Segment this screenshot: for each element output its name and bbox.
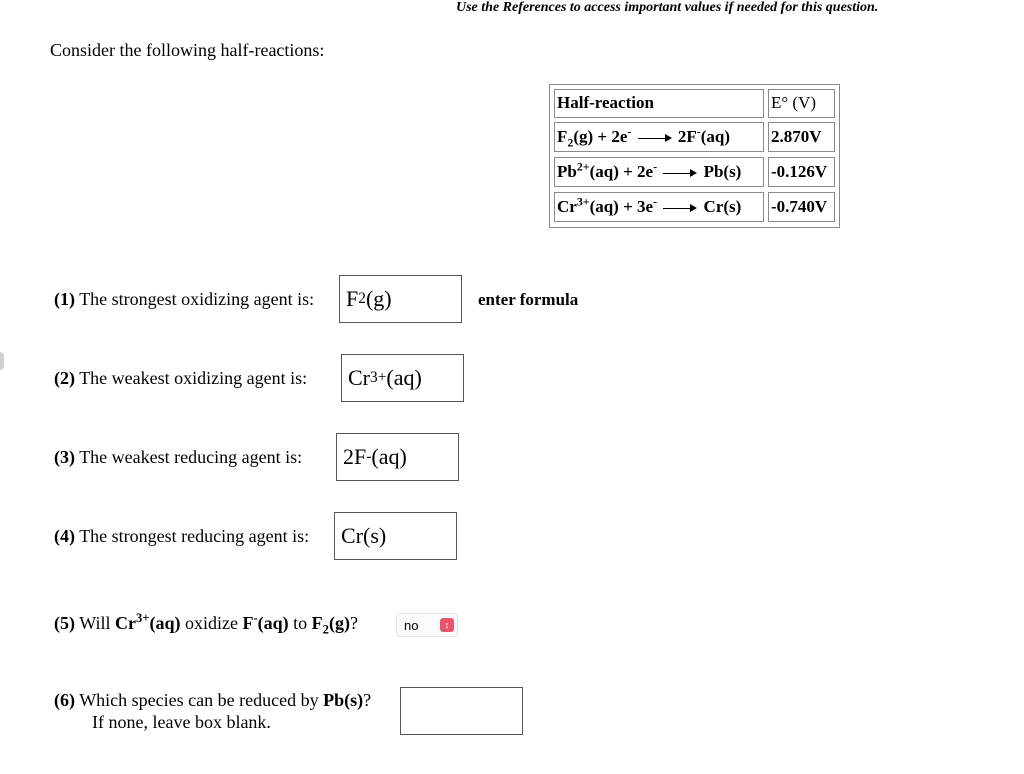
superscript: - bbox=[627, 124, 632, 139]
table-header-potential bbox=[768, 89, 835, 118]
question-number: (4) bbox=[54, 526, 75, 546]
answer-main: 2F bbox=[343, 444, 367, 469]
subscript: 2 bbox=[322, 622, 329, 637]
table-row bbox=[554, 157, 764, 187]
question-text: The weakest oxidizing agent is: bbox=[79, 368, 308, 388]
potential-value: 2.870V bbox=[771, 127, 822, 146]
answer-main: F bbox=[346, 286, 359, 311]
potential-value: -0.126V bbox=[771, 162, 828, 181]
chevron-updown-icon: ↕ bbox=[440, 618, 454, 632]
reactant-tail: (aq) + 3e bbox=[589, 197, 654, 216]
answer-2-input[interactable]: Cr 3+ (aq) bbox=[341, 354, 464, 402]
question-text: The strongest oxidizing agent is: bbox=[79, 289, 315, 309]
oxidize-select[interactable] bbox=[396, 613, 458, 637]
header-label: E° (V) bbox=[771, 93, 817, 112]
half-reaction-table bbox=[549, 84, 840, 228]
answer-tail: (aq) bbox=[386, 365, 422, 390]
reactant-tail: (g) + 2e bbox=[573, 127, 628, 146]
question-number: (1) bbox=[54, 289, 75, 309]
answer-3-input[interactable]: 2F - (aq) bbox=[336, 433, 459, 481]
superscript: 3+ bbox=[576, 194, 590, 209]
answer-6-input[interactable] bbox=[400, 687, 523, 735]
references-note: Use the References to access important values if needed for this question. bbox=[456, 0, 879, 15]
question-4 bbox=[54, 526, 309, 547]
species-tail: (aq) bbox=[149, 613, 181, 633]
enter-formula-hint: enter formula bbox=[478, 290, 579, 309]
question-text: Which species can be reduced by bbox=[79, 690, 319, 710]
answer-tail: (aq) bbox=[371, 444, 407, 469]
question-1 bbox=[54, 289, 314, 310]
species: F bbox=[242, 613, 254, 633]
edge-marker bbox=[0, 352, 4, 370]
potential-value: -0.740V bbox=[771, 197, 828, 216]
table-row bbox=[554, 122, 764, 152]
reactant-tail: (aq) + 2e bbox=[589, 162, 654, 181]
species: Pb(s) bbox=[323, 690, 364, 710]
question-3 bbox=[54, 447, 302, 468]
superscript: - bbox=[653, 159, 658, 174]
question-mark: ? bbox=[349, 613, 358, 633]
question-text: to bbox=[293, 613, 308, 633]
question-number: (3) bbox=[54, 447, 75, 467]
reaction-arrow-icon bbox=[663, 203, 697, 213]
potential-cell bbox=[768, 122, 835, 152]
superscript: 3+ bbox=[135, 611, 150, 625]
question-text: The weakest reducing agent is: bbox=[79, 447, 303, 467]
answer-4-input[interactable] bbox=[334, 512, 457, 560]
superscript: - bbox=[653, 194, 658, 209]
intro-text: Consider the following half-reactions: bbox=[50, 40, 325, 60]
product: Cr(s) bbox=[703, 197, 742, 216]
product: 2F bbox=[677, 127, 697, 146]
table-row bbox=[554, 192, 764, 222]
species-tail: (g) bbox=[328, 613, 350, 633]
question-text: The strongest reducing agent is: bbox=[79, 526, 310, 546]
species: F bbox=[311, 613, 323, 633]
question-number: (2) bbox=[54, 368, 75, 388]
question-number: (5) bbox=[54, 613, 75, 633]
question-mark: ? bbox=[363, 690, 372, 710]
subscript: 2 bbox=[567, 135, 574, 150]
question-6-subtext: If none, leave box blank. bbox=[92, 712, 271, 732]
question-6 bbox=[54, 690, 371, 711]
product: Pb(s) bbox=[703, 162, 742, 181]
question-2 bbox=[54, 368, 307, 389]
potential-cell bbox=[768, 192, 835, 222]
question-text: oxidize bbox=[184, 613, 238, 633]
reaction-arrow-icon bbox=[663, 168, 697, 178]
question-5 bbox=[54, 611, 358, 637]
answer-main: Cr(s) bbox=[341, 523, 387, 548]
reactant: Pb bbox=[557, 162, 577, 181]
answer-1-input[interactable]: F 2 (g) bbox=[339, 275, 462, 323]
header-label: Half-reaction bbox=[557, 93, 654, 112]
superscript: 2+ bbox=[576, 159, 590, 174]
select-value: no bbox=[404, 617, 419, 633]
reactant: Cr bbox=[557, 197, 577, 216]
superscript: - bbox=[253, 611, 258, 625]
answer-tail: (g) bbox=[365, 286, 392, 311]
reaction-arrow-icon bbox=[638, 133, 672, 143]
species-tail: (aq) bbox=[257, 613, 289, 633]
table-header-reaction bbox=[554, 89, 764, 118]
reactant: F bbox=[557, 127, 568, 146]
question-text: Will bbox=[79, 613, 111, 633]
question-number: (6) bbox=[54, 690, 75, 710]
answer-main: Cr bbox=[348, 365, 370, 390]
potential-cell bbox=[768, 157, 835, 187]
species: Cr bbox=[114, 613, 136, 633]
superscript: - bbox=[696, 124, 701, 139]
product-tail: (aq) bbox=[700, 127, 731, 146]
